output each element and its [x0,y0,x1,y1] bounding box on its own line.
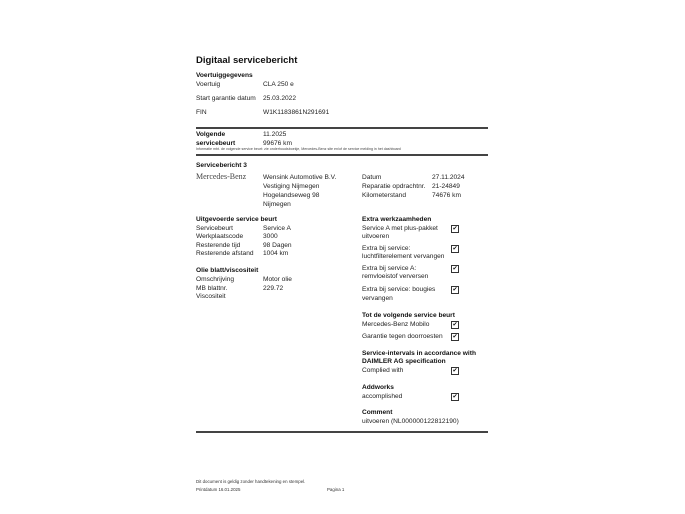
intervals-item: Complied with [362,367,404,374]
extra-item: Extra bij service A: [362,265,417,272]
warranty-label: Start garantie datum [196,95,256,102]
comment-text: uitvoeren (NL000000122812190) [362,418,459,425]
checkbox-checked[interactable]: ✔ [452,394,458,400]
comment-heading: Comment [362,409,393,416]
divider [196,431,488,433]
performed-label: Servicebeurt [196,225,234,232]
next-service-label-2: servicebeurt [196,140,236,147]
performed-value: Service A [263,225,291,232]
divider [196,127,488,129]
performed-value: 98 Dagen [263,242,292,249]
date-value: 27.11.2024 [432,174,465,181]
vehicle-value: CLA 250 e [263,81,294,88]
warranty-value: 25.03.2022 [263,95,297,102]
divider [196,154,488,156]
fin-value: W1K1183861N291691 [263,109,330,116]
order-value: 21-24849 [432,183,460,190]
extra-item: Extra bij service: bougies [362,286,436,293]
checkbox-checked[interactable]: ✔ [452,322,458,328]
vehicle-heading: Voertuiggegevens [196,72,253,79]
fin-label: FIN [196,109,207,116]
performed-label: Werkplaatscode [196,233,244,240]
mercedes-benz-logo: Mercedes-Benz [196,172,247,181]
oil-heading: Olie blatt/viscositeit [196,267,259,274]
extra-item: vervangen [362,295,393,302]
oil-label: MB blattnr. [196,285,228,292]
next-service-km: 99676 km [263,140,292,147]
until-next-item: Mercedes-Benz Mobilo [362,321,430,328]
addworks-heading: Addworks [362,384,394,391]
checkbox-checked[interactable]: ✔ [452,368,458,374]
next-service-info: Informatie mbt. de volgende service beurt: zie onderhoudsboekje, Mercedes-Benz site en/of de service melding in het dashboard [196,147,401,151]
extra-item: Extra bij service: [362,245,411,252]
performed-value: 1004 km [263,250,289,257]
performed-label: Resterende afstand [196,250,254,257]
extra-item: uitvoeren [362,233,390,240]
date-label: Datum [362,174,382,181]
page-title: Digitaal servicebericht [196,55,298,66]
next-service-date: 11.2025 [263,131,287,138]
performed-value: 3000 [263,233,278,240]
oil-label: Omschrijving [196,276,235,283]
dealer-line: Nijmegen [263,201,291,208]
next-service-label: Volgende [196,131,226,138]
extra-heading: Extra werkzaamheden [362,216,432,223]
extra-item: luchtfilterelement vervangen [362,253,445,260]
performed-label: Resterende tijd [196,242,241,249]
oil-label: Viscositeit [196,293,226,300]
order-label: Reparatie opdrachtnr. [362,183,426,190]
vehicle-label: Voertuig [196,81,221,88]
report-heading: Servicebericht 3 [196,162,247,169]
intervals-heading-2: DAIMLER AG specification [362,358,446,365]
mileage-value: 74676 km [432,192,461,199]
extra-item: Service A met plus-pakket [362,225,438,232]
checkbox-checked[interactable]: ✔ [452,226,458,232]
checkbox-checked[interactable]: ✔ [452,334,458,340]
dealer-line: Vestiging Nijmegen [263,183,320,190]
until-next-item: Garantie tegen doorroesten [362,333,443,340]
print-date: Printdatum 16.01.2025 [196,487,241,492]
dealer-line: Hogelandseweg 98 [263,192,320,199]
oil-value: 229.72 [263,285,284,292]
performed-heading: Uitgevoerde service beurt [196,216,277,223]
checkbox-checked[interactable]: ✔ [452,266,458,272]
page-number: Pagina 1 [327,487,345,492]
until-next-heading: Tot de volgende service beurt [362,312,455,319]
extra-item: remvloeistof verversen [362,273,429,280]
checkbox-checked[interactable]: ✔ [452,287,458,293]
oil-value: Motor olie [263,276,292,283]
intervals-heading: Service-intervals in accordance with [362,350,476,357]
footer-note: Dit document is geldig zonder handtekening en stempel. [196,479,306,484]
checkbox-checked[interactable]: ✔ [452,246,458,252]
mileage-label: Kilometerstand [362,192,406,199]
addworks-item: accomplished [362,393,403,400]
dealer-line: Wensink Automotive B.V. [263,174,337,181]
